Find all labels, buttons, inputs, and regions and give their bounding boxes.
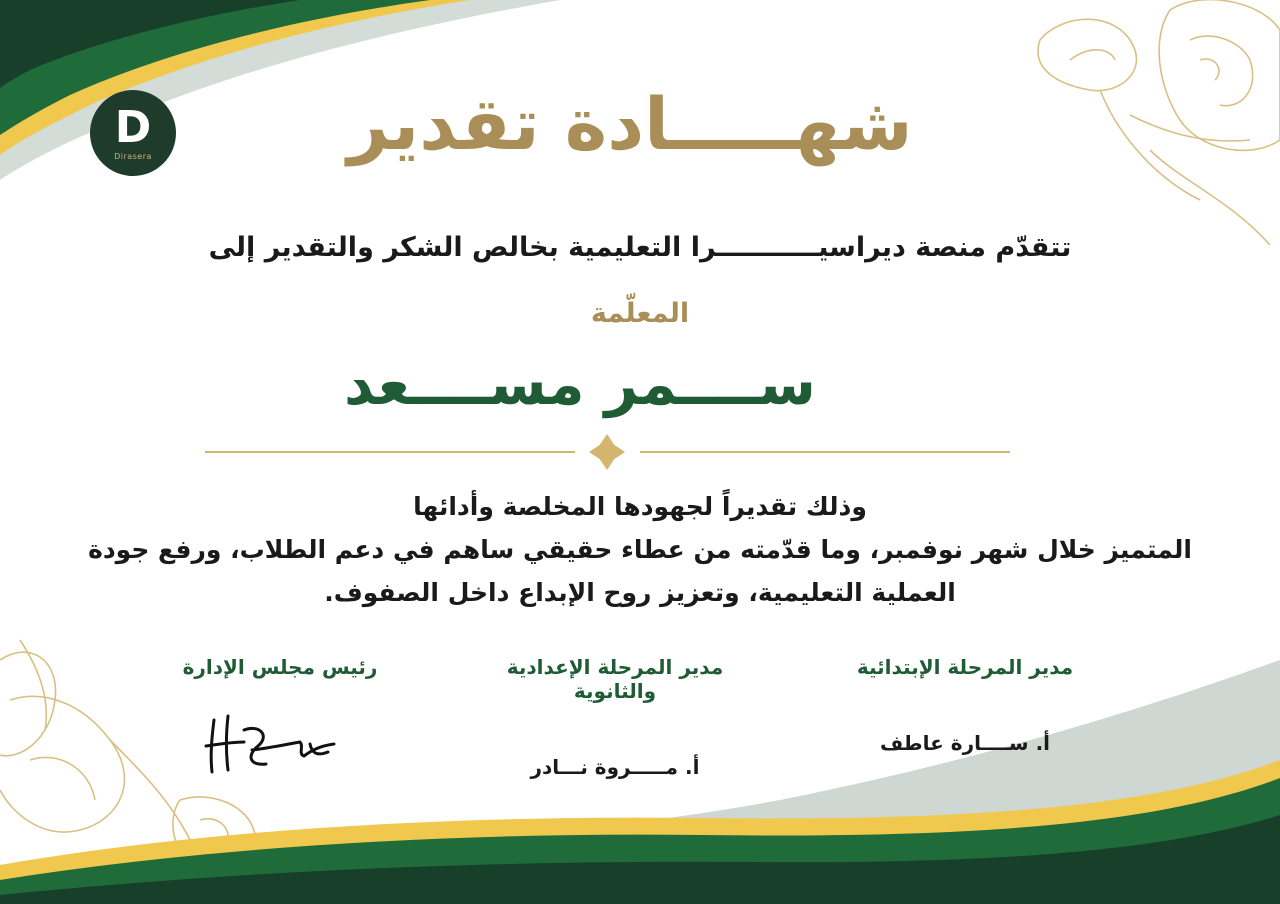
chairman-signature bbox=[200, 706, 350, 778]
certificate-title: شهـــــادة تقدير bbox=[347, 82, 913, 166]
body-line-2: المتميز خلال شهر نوفمبر، وما قدّمته من عطاء حقيقي ساهم في دعم الطلاب، ورفع جودة bbox=[88, 535, 1192, 564]
certificate-intro: تتقدّم منصة ديراسيـــــــــــرا التعليمية بخالص الشكر والتقدير إلى bbox=[208, 232, 1072, 263]
signatory-secondary bbox=[465, 655, 765, 779]
pen-nib-icon: D bbox=[114, 101, 152, 153]
divider-ornament-icon bbox=[589, 434, 625, 470]
signatory-chairman-title: رئيس مجلس الإدارة bbox=[182, 655, 378, 679]
signatory-chairman bbox=[130, 655, 430, 679]
signatory-secondary-name: أ. مـــــروة نـــادر bbox=[530, 755, 700, 779]
ornamental-divider bbox=[205, 432, 1010, 472]
recipient-role: المعلّمة bbox=[590, 298, 690, 329]
logo-brand-text: Dirasera bbox=[114, 151, 152, 161]
recipient-name: ســــمر مســــعد bbox=[344, 350, 816, 418]
certificate-body bbox=[80, 485, 1200, 614]
signatory-primary-title: مدير المرحلة الإبتدائية bbox=[856, 655, 1074, 679]
body-line-1: وذلك تقديراً لجهودها المخلصة وأدائها bbox=[413, 492, 867, 521]
signatory-primary bbox=[815, 655, 1115, 755]
signatory-secondary-title: مدير المرحلة الإعدادية والثانوية bbox=[506, 655, 724, 703]
dirasera-logo bbox=[90, 90, 176, 176]
top-right-floral bbox=[1038, 0, 1280, 245]
signatory-primary-name: أ. ســــارة عاطف bbox=[879, 731, 1051, 755]
body-line-3: العملية التعليمية، وتعزيز روح الإبداع داخل الصفوف. bbox=[324, 578, 956, 607]
